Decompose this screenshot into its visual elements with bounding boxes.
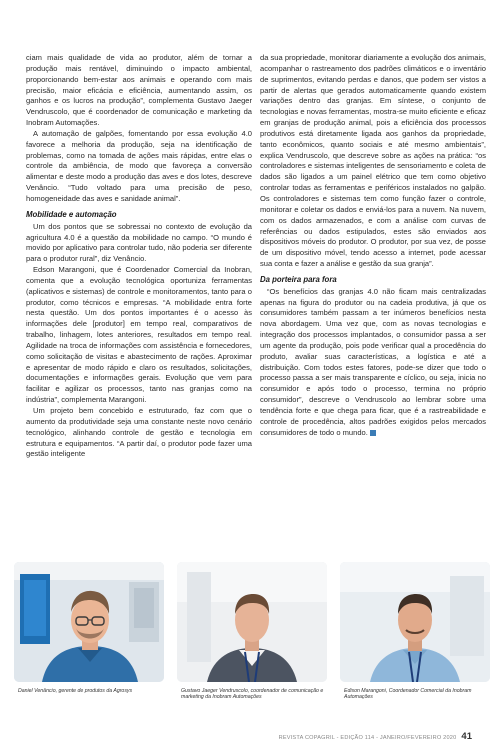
end-of-article-mark <box>370 430 376 436</box>
issue-info: REVISTA COPAGRIL - EDIÇÃO 114 - JANEIRO/FEVEREIRO 2020 <box>278 735 457 741</box>
photo-strip <box>14 562 490 706</box>
paragraph: Um projeto bem concebido e estruturado, faz com que o aumento da produtividade seja uma constante neste novo cenário tecnológico, alinhando controle de gestão e tecnologia em estrutura e equipamentos. “A partir daí, o produtor pode fazer uma gestão inteligente <box>26 406 252 459</box>
paragraph: da sua propriedade, monitorar diariamente a evolução dos animais, acompanhar o rastreamento dos padrões climáticos e o inventário de suprimentos, evitando perdas e danos, que podem ser vistos a partir de alertas que gerados automaticamente quando existem variações dentro das granjas. Em síntese, o conjunto de tecnologias e novas ferramentas, mostra-se muito eficiente e eficaz em granjas de produção animal, pois a eficiência dos processos produtivos está diretamente ligada aos ganhos da propriedade, tanto econômicos, quanto sociais e até mesmo ambientais”, explica Vendruscolo, que descreve sobre as ações na prática: “os controladores e sistemas inteligentes de sensoriamento e coleta de dados são ligados a um painel elétrico que tem como objetivo controlar todas as ferramentas e periféricos instalados no galpão. Os controladores e sistemas tem como função fazer o controle, monitorar e coletar os dados e enviá-los para a nuvem. Na nuvem, com os dados armazenados, e com a análise com curvas de referências ou dados estipulados, estes são enviados aos dispositivos móveis do produtor. O produtor, por sua vez, de posse de um dispositivo móvel, tendo acesso a internet, pode acessar sua conta e fazer a análise e gestão da sua granja”. <box>260 53 486 269</box>
portrait-photo-edison <box>340 562 490 682</box>
article-right-column <box>260 53 486 439</box>
photo-caption: Daniel Venâncio, gerente de produtos da Agrosys <box>18 688 133 694</box>
paragraph: Um dos pontos que se sobressai no contexto de evolução da agricultura 4.0 é a questão da mobilidade no campo. “O mundo é movido por aplicativo para controlar tudo, não poderia ser diferente para o produtor rural”, diz Venâncio. <box>26 221 252 264</box>
photo-caption: Gustavo Jaeger Vendruscolo, coordenador de comunicação e marketing da Inobram Automações <box>181 688 324 701</box>
portrait-photo-gustavo <box>177 562 327 682</box>
paragraph: Edson Marangoni, que é Coordenador Comercial da Inobran, comenta que a evolução tecnológica oportuniza ferramentas (aplicativos e sistemas) de controle e monitoramentos, tanto para o produtor, como técnicos e empresas. “A mobilidade entra forte nesta questão. Um dos pontos importantes é o acesso às informações dele [produtor] em tempo real, comparativos de trabalho, linhagem, lotes anteriores, resultados em tempo real. Agilidade na troca de informações com assistência e fornecedores, como solicitação de visitas e abastecimento de rações. Aproximar e apresentar de modo rápido e claro os resultados, solicitações, documentações e informações gerais. Evolução que vem para facilitar e agilizar os processos, tanto nas granjas como na indústria”, complementa Marangoni. <box>26 265 252 405</box>
portrait-image <box>340 562 490 682</box>
portrait-photo-daniel <box>14 562 164 682</box>
article-left-column <box>26 53 252 460</box>
portrait-image <box>177 562 327 682</box>
paragraph: A automação de galpões, fomentando por essa evolução 4.0 favorece a melhoria da produção, seja na identificação de problemas, como na tomada de ações mais rápidas, entre elas o controle da ambiência, de modo que favoreça a conversão alimentar e deste modo a produção das aves e dos lotes, descreve Venâncio. “Tudo voltado para uma precisão de peso, homogeneidade das aves e sanidade animal”. <box>26 128 252 203</box>
paragraph: ciam mais qualidade de vida ao produtor, além de tornar a produção mais rentável, diminuindo o impacto ambiental, proporcionando bem-estar aos animais e operando com mais precisão, maior eficácia e eficiência, aumentando assim, os ganhos e os lucros na produção”, complementa Gustavo Jaeger Vendruscolo, que é coordenador de comunicação e marketing da Inobram Automações. <box>26 53 252 128</box>
page-footer <box>279 731 472 742</box>
portrait-image <box>14 562 164 682</box>
section-heading: Mobilidade e automação <box>26 209 117 219</box>
photo-caption: Edison Marangoni, Coordenador Comercial da Inobram Automações <box>344 688 472 701</box>
paragraph-text: “Os benefícios das granjas 4.0 não ficam mais centralizadas apenas na figura do produtor ou na cadeia produtiva, já que os consumidores também passam a ter inúmeros benefícios nesta nova abordagem. Uma vez que, com as novas tecnologias e integração dos processos implantados, o consumidor passa a ser um agente da produção, pois pode verificar qual a procedência do produto, avaliar suas características, a logística e até a distribuição. Com todos estes fatores, pode-se dizer que todo o processo passa a ser mais transparente e cíclico, ou seja, inicia no consumidor e após todo o processo, termina no próprio consumidor”, descreve o Vendruscolo ao lembrar sobre uma tendência forte e que chega para ficar, que é a rastreabilidade e controle de procedência, altos padrões exigidos pelos mercados consumidores de todo o mundo. <box>260 286 486 437</box>
page-number: 41 <box>461 731 472 742</box>
paragraph <box>260 287 486 439</box>
section-heading: Da porteira para fora <box>260 274 337 284</box>
